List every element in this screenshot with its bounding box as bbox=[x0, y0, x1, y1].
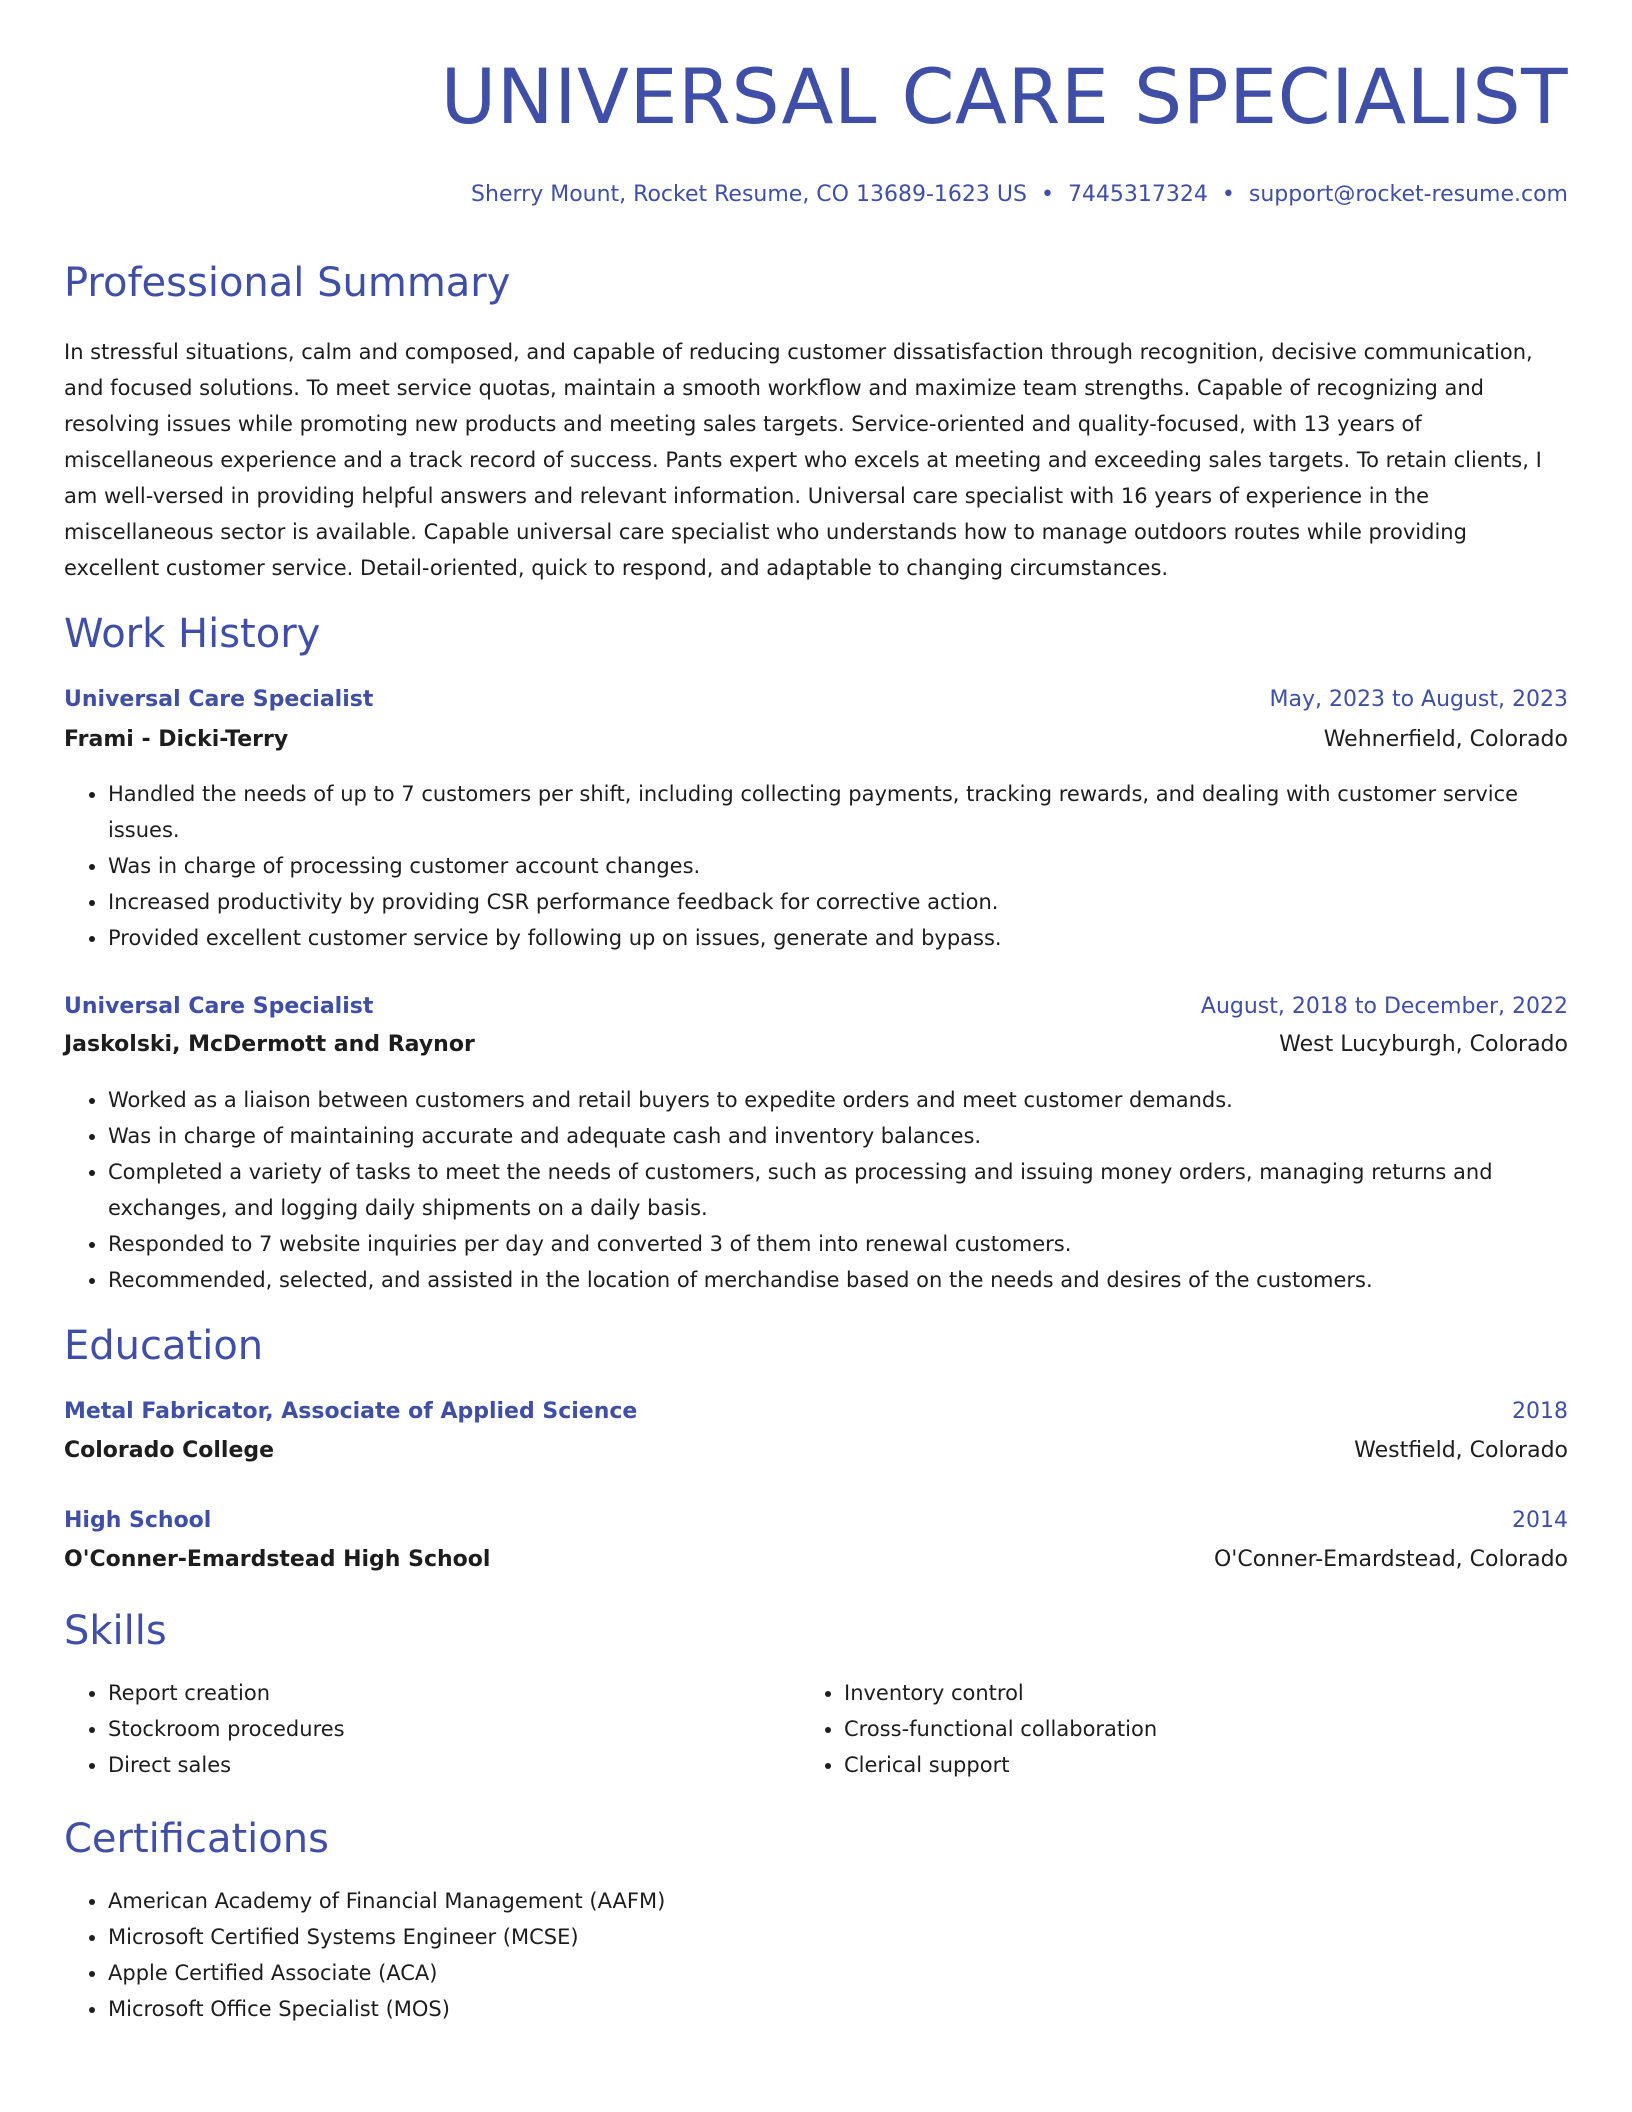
job-company: Frami - Dicki-Terry bbox=[64, 727, 289, 752]
certification-item: • Apple Certified Associate (ACA) bbox=[108, 1955, 1568, 1991]
job-bullet: • Was in charge of processing customer account changes. bbox=[108, 848, 1568, 884]
job-subheader bbox=[64, 1032, 1568, 1066]
job-bullet: • Handled the needs of up to 7 customers per shift, including collecting payments, tracking rewards, and dealing with customer service issues. bbox=[108, 776, 1568, 848]
job-bullet: • Increased productivity by providing CSR performance feedback for corrective action. bbox=[108, 884, 1568, 920]
education-school: O'Conner-Emardstead High School bbox=[64, 1547, 491, 1572]
job-header bbox=[64, 994, 1568, 1028]
skill-item: • Direct sales bbox=[108, 1747, 804, 1783]
certification-item: • Microsoft Certified Systems Engineer (MCSE) bbox=[108, 1919, 1568, 1955]
skill-item: • Inventory control bbox=[844, 1675, 1540, 1711]
job-bullets bbox=[64, 776, 1568, 956]
education-header bbox=[64, 1508, 1568, 1542]
education-subheader bbox=[64, 1438, 1568, 1472]
education-heading: Education bbox=[64, 1323, 264, 1369]
skills-list-left bbox=[64, 1675, 804, 1783]
job-bullet: • Recommended, selected, and assisted in the location of merchandise based on the needs and desires of the customers. bbox=[108, 1262, 1568, 1298]
summary-heading: Professional Summary bbox=[64, 260, 511, 306]
skill-item: • Cross-functional collaboration bbox=[844, 1711, 1540, 1747]
resume-title: UNIVERSAL CARE SPECIALIST bbox=[440, 52, 1568, 141]
education-year: 2018 bbox=[1512, 1399, 1568, 1424]
education-year: 2014 bbox=[1512, 1508, 1568, 1533]
certification-item: • Microsoft Office Specialist (MOS) bbox=[108, 1991, 1568, 2027]
skill-item: • Clerical support bbox=[844, 1747, 1540, 1783]
job-location: Wehnerfield, Colorado bbox=[1323, 727, 1568, 752]
education-subheader bbox=[64, 1547, 1568, 1581]
contact-address: Sherry Mount, Rocket Resume, CO 13689-1623 US bbox=[471, 182, 1027, 207]
job-bullets bbox=[64, 1082, 1568, 1298]
contact-separator: • bbox=[1221, 182, 1235, 207]
contact-phone: 7445317324 bbox=[1067, 182, 1208, 207]
education-degree: High School bbox=[64, 1508, 212, 1533]
job-bullet: • Was in charge of maintaining accurate and adequate cash and inventory balances. bbox=[108, 1118, 1568, 1154]
job-dates: August, 2018 to December, 2022 bbox=[1200, 994, 1568, 1019]
certifications-heading: Certifications bbox=[64, 1816, 329, 1862]
contact-separator: • bbox=[1040, 182, 1054, 207]
job-dates: May, 2023 to August, 2023 bbox=[1269, 687, 1568, 712]
job-header bbox=[64, 687, 1568, 721]
skills-list-right bbox=[800, 1675, 1540, 1783]
education-header bbox=[64, 1399, 1568, 1433]
job-bullet: • Responded to 7 website inquiries per day and converted 3 of them into renewal customers. bbox=[108, 1226, 1568, 1262]
certifications-list bbox=[64, 1883, 1568, 2027]
job-bullet: • Provided excellent customer service by following up on issues, generate and bypass. bbox=[108, 920, 1568, 956]
contact-line bbox=[471, 182, 1568, 207]
education-degree: Metal Fabricator, Associate of Applied Science bbox=[64, 1399, 638, 1424]
education-location: O'Conner-Emardstead, Colorado bbox=[1213, 1547, 1568, 1572]
certification-item: • American Academy of Financial Management (AAFM) bbox=[108, 1883, 1568, 1919]
job-role: Universal Care Specialist bbox=[64, 994, 374, 1019]
work-history-heading: Work History bbox=[64, 611, 321, 657]
education-location: Westfield, Colorado bbox=[1354, 1438, 1568, 1463]
education-school: Colorado College bbox=[64, 1438, 275, 1463]
skill-item: • Report creation bbox=[108, 1675, 804, 1711]
contact-email: support@rocket-resume.com bbox=[1248, 182, 1568, 207]
job-bullet: • Completed a variety of tasks to meet the needs of customers, such as processing and issuing money orders, managing returns and exchanges, and logging daily shipments on a daily basis. bbox=[108, 1154, 1568, 1226]
job-bullet: • Worked as a liaison between customers and retail buyers to expedite orders and meet customer demands. bbox=[108, 1082, 1568, 1118]
job-location: West Lucyburgh, Colorado bbox=[1279, 1032, 1568, 1057]
summary-text: In stressful situations, calm and composed, and capable of reducing customer dissatisfaction through recognition, decisive communication, and focused solutions. To meet service quotas, maintain a smooth workflow and maximize team strengths. Capable of recognizing and resolving issues while promoting new products and meeting sales targets. Service-oriented and quality-focused, with 13 years of miscellaneous experience and a track record of success. Pants expert who excels at meeting and exceeding sales targets. To retain clients, I am well-versed in providing helpful answers and relevant information. Universal care specialist with 16 years of experience in the miscellaneous sector is available. Capable universal care specialist who understands how to manage outdoors routes while providing excellent customer service. Detail-oriented, quick to respond, and adaptable to changing circumstances. bbox=[64, 340, 1542, 580]
skill-item: • Stockroom procedures bbox=[108, 1711, 804, 1747]
job-company: Jaskolski, McDermott and Raynor bbox=[64, 1032, 475, 1057]
job-subheader bbox=[64, 727, 1568, 761]
skills-heading: Skills bbox=[64, 1608, 167, 1654]
job-role: Universal Care Specialist bbox=[64, 687, 374, 712]
